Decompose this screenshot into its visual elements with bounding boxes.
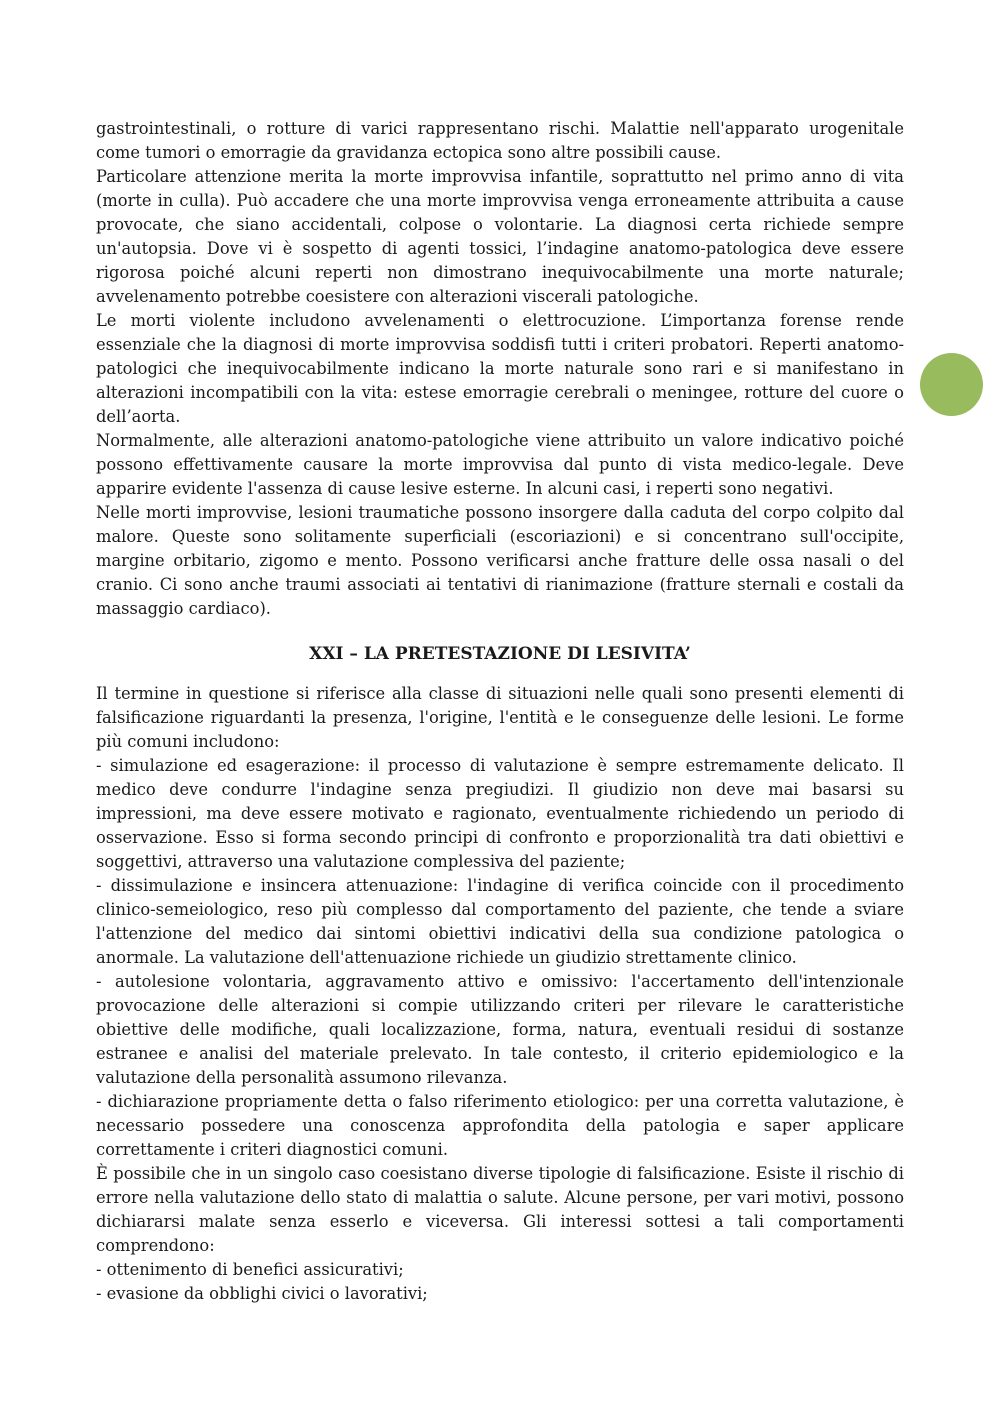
paragraph: - dissimulazione e insincera attenuazione: l'indagine di verifica coincide con il procedimento clinico-semeiologico, reso più complesso dal comportamento del paziente, che tende a sviare l'attenzione del medico dai sintomi obiettivi indicativi della sua condizione patologica o anormale. La valutazione dell'attenuazione richiede un giudizio strettamente clinico. bbox=[96, 876, 904, 967]
paragraph: Particolare attenzione merita la morte improvvisa infantile, soprattutto nel primo anno di vita (morte in culla). Può accadere che una morte improvvisa venga erroneamente attribuita a cause provocate, che siano accidentali, colpose o volontarie. La diagnosi certa richiede sempre un'autopsia. Dove vi è sospetto di agenti tossici, l’indagine anatomo-patologica deve essere rigorosa poiché alcuni reperti non dimostrano inequivocabilmente una morte naturale; avvelenamento potrebbe coesistere con alterazioni viscerali patologiche. bbox=[96, 167, 904, 306]
list-item: - evasione da obblighi civici o lavorativi; bbox=[96, 1284, 428, 1303]
list-item: - ottenimento di benefici assicurativi; bbox=[96, 1260, 404, 1279]
section-title: XXI – LA PRETESTAZIONE DI LESIVITA’ bbox=[309, 644, 691, 664]
paragraph: gastrointestinali, o rotture di varici rappresentano rischi. Malattie nell'apparato urogenitale come tumori o emorragie da gravidanza ectopica sono altre possibili cause. bbox=[96, 119, 904, 162]
paragraph: Normalmente, alle alterazioni anatomo-patologiche viene attribuito un valore indicativo poiché possono effettivamente causare la morte improvvisa dal punto di vista medico-legale. Deve apparire evidente l'assenza di cause lesive esterne. In alcuni casi, i reperti sono negativi. bbox=[96, 431, 904, 498]
green-circle-marker bbox=[920, 353, 983, 416]
document-page bbox=[96, 117, 904, 1306]
paragraph: Il termine in questione si riferisce alla classe di situazioni nelle quali sono presenti elementi di falsificazione riguardanti la presenza, l'origine, l'entità e le conseguenze delle lesioni. Le forme più comuni includono: bbox=[96, 684, 904, 751]
paragraph: Nelle morti improvvise, lesioni traumatiche possono insorgere dalla caduta del corpo colpito dal malore. Queste sono solitamente superficiali (escoriazioni) e si concentrano sull'occipite, margine orbitario, zigomo e mento. Possono verificarsi anche fratture delle ossa nasali o del cranio. Ci sono anche traumi associati ai tentativi di rianimazione (fratture sternali e costali da massaggio cardiaco). bbox=[96, 503, 904, 618]
paragraph: Le morti violente includono avvelenamenti o elettrocuzione. L’importanza forense rende essenziale che la diagnosi di morte improvvisa soddisfi tutti i criteri probatori. Reperti anatomo-patologici che inequivocabilmente indicano la morte naturale sono rari e si manifestano in alterazioni incompatibili con la vita: estese emorragie cerebrali o meningee, rotture del cuore o dell’aorta. bbox=[96, 311, 904, 426]
paragraph: - autolesione volontaria, aggravamento attivo e omissivo: l'accertamento dell'intenzionale provocazione delle alterazioni si compie utilizzando criteri per rilevare le caratteristiche obiettive delle modifiche, quali localizzazione, forma, natura, eventuali residui di sostanze estranee e analisi del materiale prelevato. In tale contesto, il criterio epidemiologico e la valutazione della personalità assumono rilevanza. bbox=[96, 972, 904, 1087]
paragraph: - dichiarazione propriamente detta o falso riferimento etiologico: per una corretta valutazione, è necessario possedere una conoscenza approfondita della patologia e saper applicare correttamente i criteri diagnostici comuni. bbox=[96, 1092, 904, 1159]
paragraph: È possibile che in un singolo caso coesistano diverse tipologie di falsificazione. Esiste il rischio di errore nella valutazione dello stato di malattia o salute. Alcune persone, per vari motivi, possono dichiararsi malate senza esserlo e viceversa. Gli interessi sottesi a tali comportamenti comprendono: bbox=[96, 1164, 904, 1255]
paragraph: - simulazione ed esagerazione: il processo di valutazione è sempre estremamente delicato. Il medico deve condurre l'indagine senza pregiudizi. Il giudizio non deve mai basarsi su impressioni, ma deve essere motivato e ragionato, eventualmente richiedendo un periodo di osservazione. Esso si forma secondo principi di confronto e proporzionalità tra dati obiettivi e soggettivi, attraverso una valutazione complessiva del paziente; bbox=[96, 756, 904, 871]
